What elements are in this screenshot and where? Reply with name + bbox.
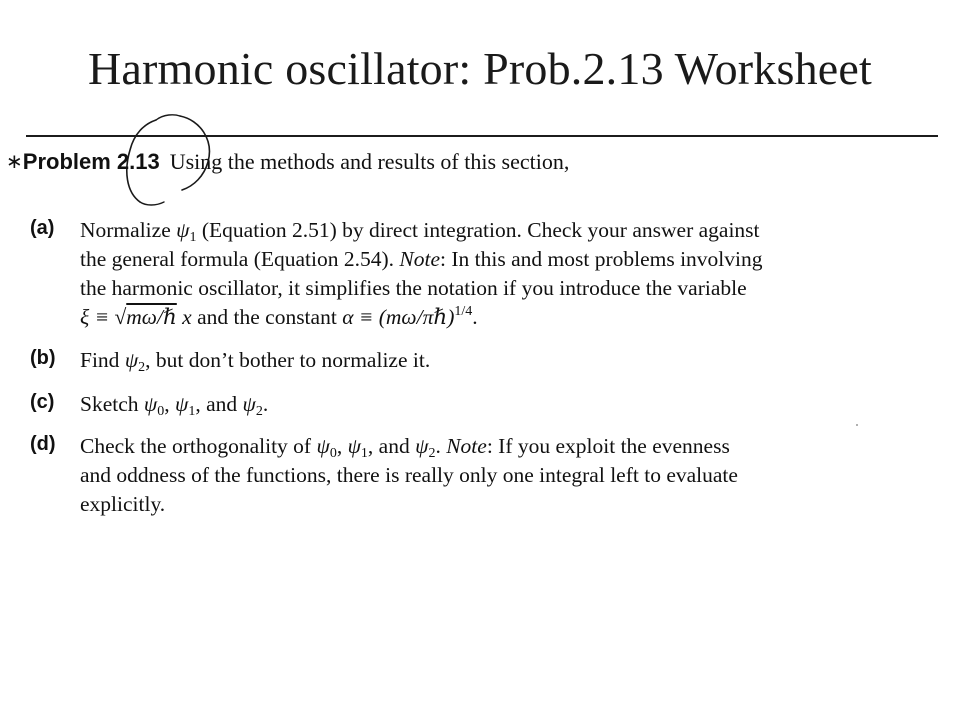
- part-b-label: (b): [30, 347, 56, 369]
- part-d-line-2: and oddness of the functions, there is really only one integral left to evaluate: [80, 463, 738, 487]
- part-a-line-1: Normalize $\psi_1$ (Equation 2.51) by direct integration. Check your answer against: [80, 218, 760, 245]
- scan-speck: [856, 424, 858, 426]
- problem-intro: Using the methods and results of this section,: [169, 149, 570, 174]
- page-title: Harmonic oscillator: Prob.2.13 Worksheet: [87, 43, 873, 94]
- part-a-line-4: ξ ≡ √mω/ℏ x and the constant α ≡ (mω/πℏ)$^{1/4}$.: [80, 304, 478, 329]
- part-a-line-2: the general formula (Equation 2.54). Note: In this and most problems involving: [80, 247, 763, 271]
- part-a-text: [80, 216, 938, 332]
- problem-label: Problem 2.13: [22, 149, 160, 174]
- part-d-line-3: explicitly.: [80, 492, 166, 516]
- starred-problem-marker: ∗: [6, 149, 23, 173]
- part-a-label: (a): [30, 217, 55, 239]
- part-d-text: [80, 432, 938, 519]
- part-c-label: (c): [30, 391, 55, 413]
- part-d-line-1: Check the orthogonality of $\psi_0$, $\psi_1$, and $\psi_2$. Note: If you exploit the evenness: [80, 434, 730, 461]
- problem-heading: [6, 149, 569, 175]
- part-d-label: (d): [30, 433, 56, 455]
- part-c-text: Sketch $\psi_0$, $\psi_1$, and $\psi_2$.: [80, 392, 269, 419]
- part-b-text: Find $\psi_2$, but don’t bother to normalize it.: [80, 348, 431, 375]
- part-a-line-3: the harmonic oscillator, it simplifies the notation if you introduce the variable: [80, 276, 747, 300]
